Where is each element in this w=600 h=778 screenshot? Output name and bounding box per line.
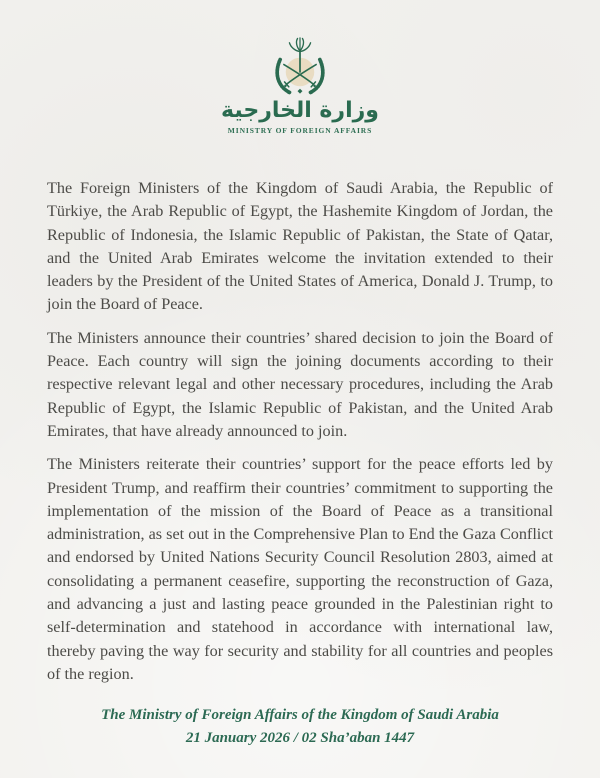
footer-date: 21 January 2026 / 02 Sha’aban 1447	[185, 729, 415, 746]
palm-and-crossed-swords-icon	[257, 36, 343, 98]
arabic-calligraphy-title: وزارة الخارجية	[221, 98, 379, 123]
ministry-caption: MINISTRY OF FOREIGN AFFAIRS	[227, 126, 373, 135]
statement-footer	[0, 704, 600, 749]
ministry-logo	[0, 36, 600, 135]
statement-paragraph: The Ministers announce their countries’ shared decision to join the Board of Peace. Each country will sign the joining documents according to their respective relevant legal and other necessary procedures, including the Arab Republic of Egypt, the Islamic Republic of Pakistan, and the United Arab Emirates, that have already announced to join.	[47, 328, 553, 440]
statement-paragraph: The Foreign Ministers of the Kingdom of Saudi Arabia, the Republic of Türkiye, the Arab Republic of Egypt, the Hashemite Kingdom of Jordan, the Republic of Indonesia, the Islamic Republic of Pakistan, the State of Qatar, and the United Arab Emirates welcome the invitation extended to their leaders by the President of the United States of America, Donald J. Trump, to join the Board of Peace.	[47, 179, 553, 314]
footer-signature: The Ministry of Foreign Affairs of the Kingdom of Saudi Arabia	[101, 707, 499, 723]
statement-body	[47, 177, 553, 696]
statement-paragraph: The Ministers reiterate their countries’ support for the peace efforts led by President Trump, and reaffirm their countries’ commitment to supporting the implementation of the mission of the Board of Peace as a transitional administration, as set out in the Comprehensive Plan to End the Gaza Conflict and endorsed by United Nations Security Council Resolution 2803, aimed at consolidating a permanent ceasefire, supporting the reconstruction of Gaza, and advancing a just and lasting peace grounded in the Palestinian right to self-determination and statehood in accordance with international law, thereby paving the way for security and stability for all countries and peoples of the region.	[47, 455, 553, 683]
